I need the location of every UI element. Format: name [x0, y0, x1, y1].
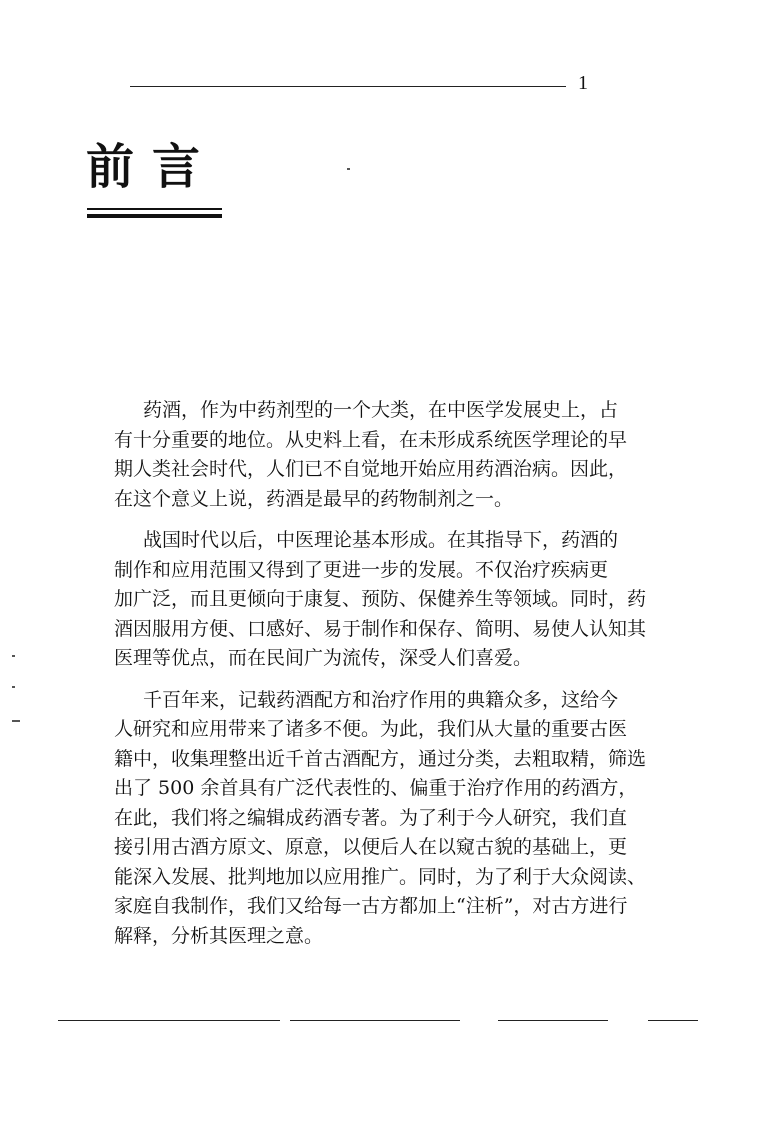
text-line: 千百年来，记载药酒配方和治疗作用的典籍众多，这给今 [143, 688, 619, 711]
chapter-title: 前言 [86, 139, 219, 195]
paragraph [114, 686, 647, 952]
text-line: 家庭自我制作，我们又给每一古方都加上“注析”，对古方进行 [114, 895, 628, 917]
paragraph [114, 526, 647, 674]
text-line: 接引用古酒方原文、原意，以便后人在以窥古貌的基础上，更 [114, 836, 628, 858]
text-line: 酒因服用方便、口感好、易于制作和保存、简明、易使人认知其 [114, 617, 647, 640]
footer-rule [58, 1020, 280, 1021]
text-line: 制作和应用范围又得到了更进一步的发展。不仅治疗疾病更 [114, 558, 609, 581]
text-line: 有十分重要的地位。从史料上看，在未形成系统医学理论的早 [114, 428, 628, 451]
footer-rule [290, 1020, 460, 1021]
scan-speck [12, 686, 15, 688]
title-rule-thick [87, 214, 222, 218]
text-line: 出了 500 余首具有广泛代表性的、偏重于治疗作用的药酒方， [114, 777, 638, 799]
header-rule [130, 86, 566, 87]
body-text [114, 396, 647, 963]
scan-speck [12, 655, 15, 657]
text-line: 在此，我们将之编辑成药酒专著。为了利于今人研究，我们直 [114, 806, 628, 829]
footer-rule [498, 1020, 608, 1021]
text-line: 解释，分析其医理之意。 [114, 924, 324, 947]
text-line: 期人类社会时代，人们已不自觉地开始应用药酒治病。因此， [114, 458, 628, 480]
text-line: 能深入发展、批判地加以应用推广。同时，为了利于大众阅读、 [114, 865, 647, 888]
text-line: 籍中，收集理整出近千首古酒配方，通过分类，去粗取精，筛选 [114, 747, 647, 770]
text-line: 在这个意义上说，药酒是最早的药物制剂之一。 [114, 487, 514, 510]
text-line: 医理等优点，而在民间广为流传，深受人们喜爱。 [114, 647, 533, 669]
text-line: 战国时代以后，中医理论基本形成。在其指导下，药酒的 [143, 529, 619, 551]
page-number: 1 [578, 72, 588, 94]
text-line: 加广泛，而且更倾向于康复、预防、保健养生等领域。同时，药 [114, 588, 647, 610]
title-rule-thin [87, 208, 222, 210]
footer-rule [648, 1020, 698, 1021]
text-line: 药酒，作为中药剂型的一个大类，在中医学发展史上，占 [143, 399, 619, 421]
scan-speck [347, 168, 350, 170]
text-line: 人研究和应用带来了诸多不便。为此，我们从大量的重要古医 [114, 718, 628, 740]
scan-speck [12, 720, 20, 722]
paragraph [114, 396, 628, 514]
